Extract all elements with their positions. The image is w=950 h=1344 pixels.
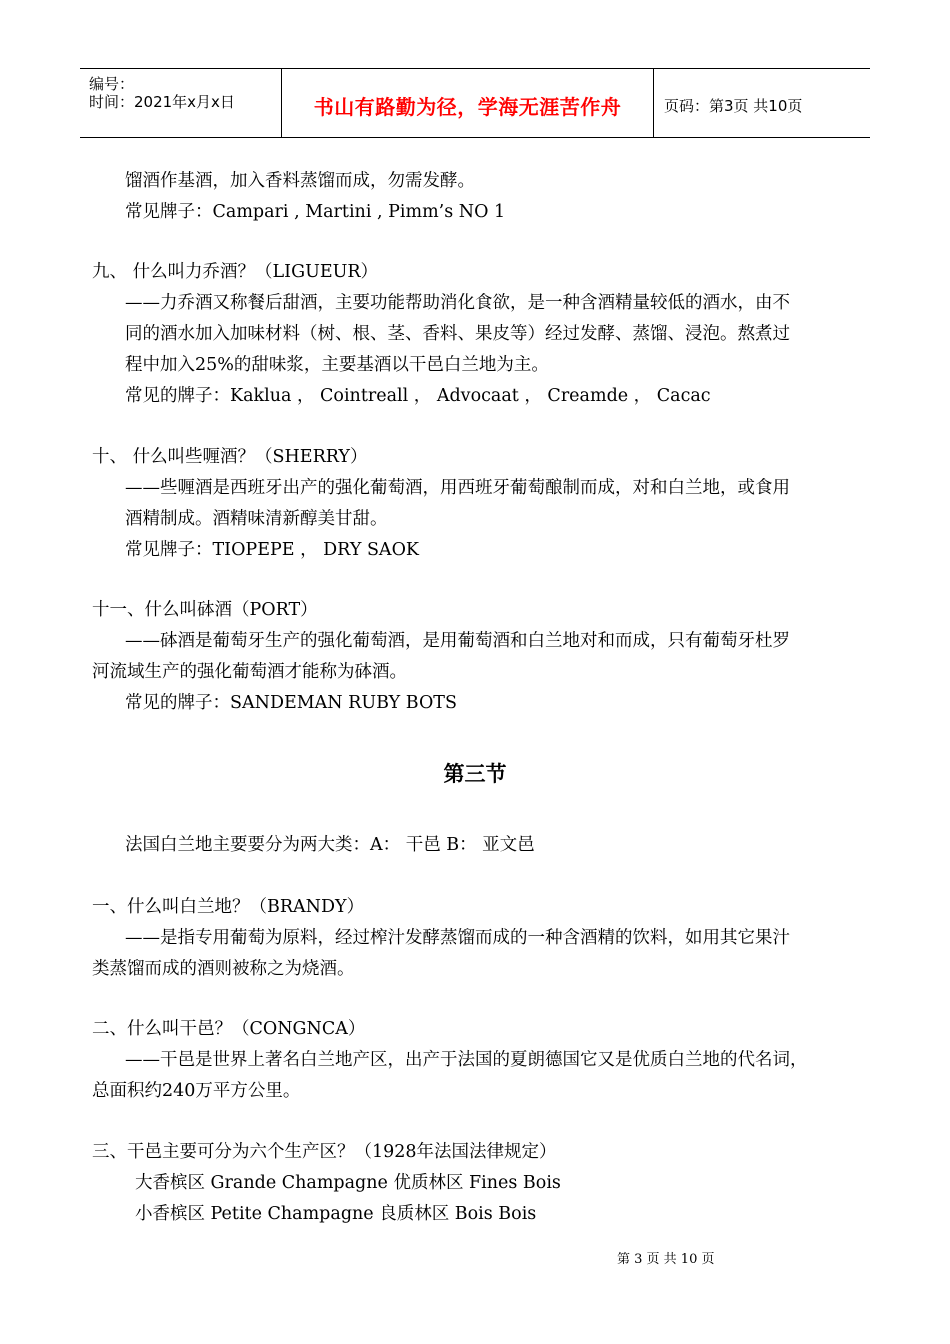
region-row: 小香槟区 Petite Champagne 良质林区 Bois Bois — [135, 1204, 537, 1224]
header-right-cell — [654, 69, 870, 137]
number-label: 编号： — [89, 75, 135, 93]
body-line: ——砵酒是葡萄牙生产的强化葡萄酒，是用葡萄酒和白兰地对和而成，只有葡萄牙杜罗 — [125, 631, 790, 651]
header-middle-cell — [282, 69, 654, 137]
body-line: 常见的牌子：Kaklua ， Cointreall ， Advocaat ， Creamde ， Cacac — [125, 386, 711, 406]
question-heading: 十、 什么叫些喱酒？（SHERRY） — [92, 447, 368, 467]
date-label: 时间：2021年x月x日 — [89, 93, 235, 111]
body-line: ——是指专用葡萄为原料，经过榨汁发酵蒸馏而成的一种含酒精的饮料，如用其它果汁 — [125, 928, 790, 948]
body-line: 河流域生产的强化葡萄酒才能称为砵酒。 — [92, 662, 407, 682]
body-line: 常见的牌子：SANDEMAN RUBY BOTS — [125, 693, 457, 713]
body-line: 酒精制成。酒精味清新醇美甘甜。 — [125, 509, 388, 529]
page-footer: 第 3 页 共 10 页 — [617, 1252, 715, 1267]
body-line: 常见牌子：TIOPEPE ， DRY SAOK — [125, 540, 419, 560]
header-table — [80, 68, 870, 138]
page-info: 页码：第3页 共10页 — [664, 97, 803, 115]
body-line: 程中加入25%的甜味浆，主要基酒以干邑白兰地为主。 — [125, 355, 549, 375]
body-line: ——干邑是世界上著名白兰地产区，出产于法国的夏朗德国它又是优质白兰地的代名词， — [125, 1050, 808, 1070]
body-line: 法国白兰地主要要分为两大类：A： 干邑 B： 亚文邑 — [125, 835, 535, 855]
question-heading: 一、什么叫白兰地？（BRANDY） — [92, 897, 365, 917]
region-row: 大香槟区 Grande Champagne 优质林区 Fines Bois — [135, 1173, 561, 1193]
motto: 书山有路勤为径，学海无涯苦作舟 — [313, 95, 622, 119]
question-heading: 九、 什么叫力乔酒？（LIGUEUR） — [92, 262, 379, 282]
question-heading: 十一、什么叫砵酒（PORT） — [92, 600, 318, 620]
body-line: 同的酒水加入加味材料（树、根、茎、香料、果皮等）经过发酵、蒸馏、浸泡。熬煮过 — [125, 324, 790, 344]
body-line: 类蒸馏而成的酒则被称之为烧酒。 — [92, 959, 355, 979]
body-line: ——力乔酒又称餐后甜酒，主要功能帮助消化食欲，是一种含酒精量较低的酒水，由不 — [125, 293, 790, 313]
header-left-cell — [80, 69, 282, 137]
question-heading: 三、干邑主要可分为六个生产区？（1928年法国法律规定） — [92, 1142, 557, 1162]
body-line: ——些喱酒是西班牙出产的强化葡萄酒，用西班牙葡萄酿制而成，对和白兰地，或食用 — [125, 478, 790, 498]
section-heading: 第三节 — [443, 762, 507, 786]
question-heading: 二、什么叫干邑？（CONGNCA） — [92, 1019, 366, 1039]
body-line: 馏酒作基酒，加入香料蒸馏而成，勿需发酵。 — [125, 171, 475, 191]
body-line: 常见牌子：Campari , Martini , Pimm’s NO 1 — [125, 202, 506, 222]
body-line: 总面积约240万平方公里。 — [92, 1081, 301, 1101]
